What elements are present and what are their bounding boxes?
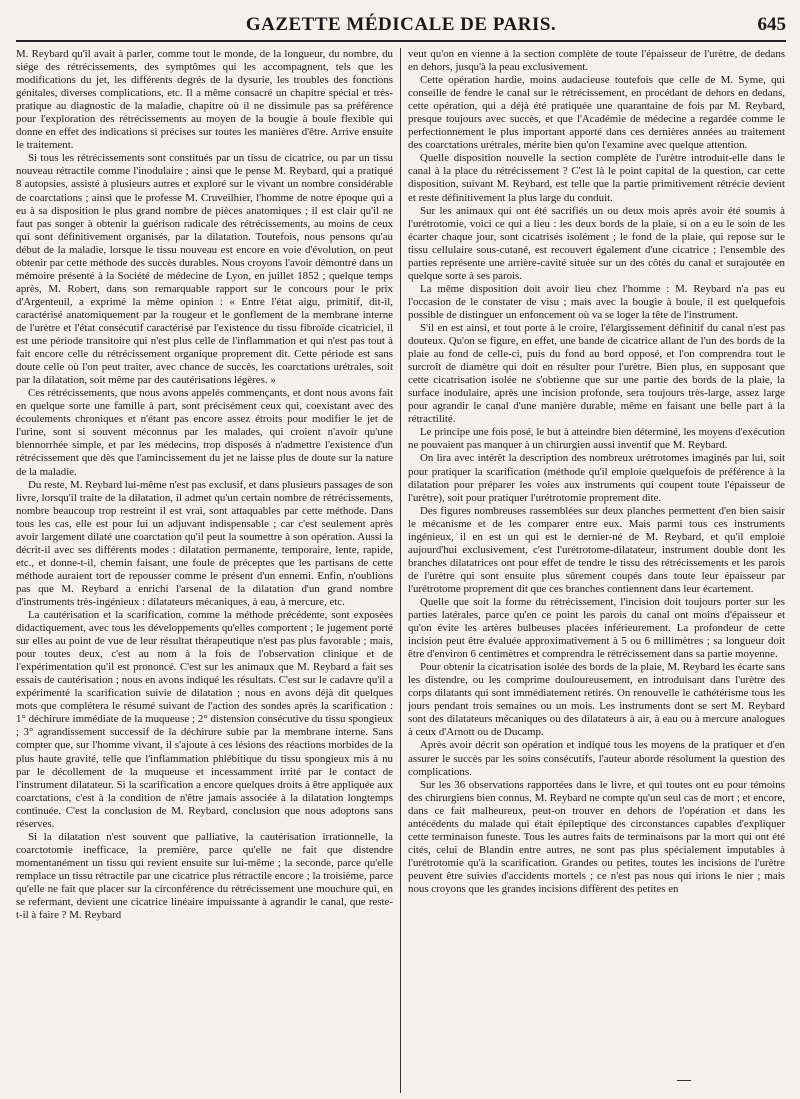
- paragraph: S'il en est ainsi, et tout porte à le croire, l'élargissement définitif du canal n'est pas douteux. Qu'on se figure, en effet, une bande de cicatrice allant de l'un des bords de la plaie au fond de celle-ci, puis du fond au bord opposé, et l'on comprendra tout le surcroît de diamètre qui doit en résulter pour l'urètre. Bien plus, en supposant que cette cicatrisation isolée ne s'obtienne que sur une partie des bords de la plaie, la surface inodulaire, après une incision profonde, sera toujours très-large, assez large pour agrandir le canal d'une manière durable, même en faisant une belle part à la rétractilité.: [408, 321, 785, 426]
- paragraph: Si la dilatation n'est souvent que palliative, la cautérisation irrationnelle, la coarctotomie inefficace, la première, parce qu'elle ne fait que distendre momentanément un tissu qui revient ensuite sur lui-même ; la seconde, parce qu'elle remplace un tissu rétractile par une cicatrice plus rétractile encore ; la troisième, parce qu'elle ne fait que placer sur la circonférence du rétrécissement une mouchure qui, en se refermant, devient une cicatrice linéaire impuissante à agrandir le canal, que reste-t-il à faire ? M. Reybard: [16, 830, 393, 922]
- paragraph: Cette opération hardie, moins audacieuse toutefois que celle de M. Syme, qui conseille de fendre le canal sur le rétrécissement, en procédant de dehors en dedans, cette opération, qui a déjà été pratiquée une quarantaine de fois par M. Reybard, presque toujours avec succès, et que l'Académie de médecine a regardée comme le perfectionnement le plus important apporté dans ces dernières années au traitement des coarctations urétrales, mérite bien qu'on l'examine avec quelque attention.: [408, 74, 785, 152]
- paragraph: Le principe une fois posé, le but à atteindre bien déterminé, les moyens d'exécution ne pouvaient pas manquer à un chirurgien aussi inventif que M. Reybard.: [408, 426, 785, 452]
- paragraph: Sur les animaux qui ont été sacrifiés un ou deux mois après avoir été soumis à l'urétrotomie, voici ce qui a lieu : les deux bords de la plaie, si on a eu le soin de les écarter chaque jour, sont cicatrisés isolément ; le fond de la plaie, qui repose sur le tissu cellulaire sous-cutané, est recouvert également d'une cicatrice ; l'ensemble des parties représente une arrière-cavité située sur un des côtés du canal et surajoutée en quelque sorte à ses parois.: [408, 204, 785, 282]
- left-column: [16, 48, 393, 1093]
- right-column: [408, 48, 785, 1093]
- column-divider: [400, 48, 401, 1093]
- journal-title: GAZETTE MÉDICALE DE PARIS.: [245, 14, 557, 35]
- masthead: [16, 10, 786, 42]
- paragraph: Des figures nombreuses rassemblées sur deux planches permettent d'en bien saisir le mécanisme et de les comparer entre eux. Mais parmi tous ces instruments ingénieux, il en est un qui est le dernier-né de M. Reybard, et qu'il emploie aujourd'hui exclusivement, c'est l'urétrotome-dilatateur, instrument double dont les branches dilatatrices ont pour effet de tendre le tissu des rétrécissements et les parois de l'urètre qui sont ensuite plus sûrement coupés dans toute leur épaisseur par l'urétrotome proprement dit que ces branches contiennent dans leur écartement.: [408, 504, 785, 595]
- text-columns: [16, 48, 786, 1093]
- paragraph: La cautérisation et la scarification, comme la méthode précédente, sont exposées didactiquement, avec tous les développements qu'elles comportent ; le jugement porté sur elles au point de vue de leur résultat thérapeutique n'est pas plus favorable ; mais, pour toutes deux, c'est au nom à la fois de l'observation clinique et de l'expérimentation qu'il est prononcé. C'est sur les animaux que M. Reybard a fait ses essais de cautérisation ; nous en avons indiqué les résultats. C'est sur le cadavre qu'il a expérimenté la scarification suivie de dilatation ; nous en avons déjà dit quelques mots que complétera le résumé suivant de l'action des sondes après la scarification : 1° déchirure immédiate de la muqueuse ; 2° distension consécutive du tissu spongieux ; 3° agrandissement successif de la déchirure subie par la membrane interne. Sans compter que, sur l'homme vivant, il s'ajoute à ces lésions des réactions morbides de la plus haute gravité, telle que l'inflammation phlébitique du tissu spongieux mis à nu par le décollement de la muqueuse et incessamment irrité par le contact de l'instrument dilatateur. Si la scarification a encore quelques droits à être appliquée aux coarctations, c'est à la condition de n'être jamais associée à la dilatation longtemps continuée. C'est la conclusion de M. Reybard, conclusion que nous adoptons sans réserves.: [16, 609, 393, 830]
- paragraph: Quelle que soit la forme du rétrécissement, l'incision doit toujours porter sur les parties latérales, parce qu'en ce point les parois du canal ont moins d'épaisseur et qu'on évite les artères bulbeuses placées inférieurement. La profondeur de cette incision peut être évaluée approximativement à 5 ou 6 millimètres ; sa longueur doit être d'environ 6 centimètres et comprendra le rétrécissement dans sa partie moyenne.: [408, 595, 785, 661]
- paragraph: Quelle disposition nouvelle la section complète de l'urètre introduit-elle dans le canal à la place du rétrécissement ? C'est là le point capital de la question, car cette disposition, suivant M. Reybard, est telle que la partie primitivement rétrécie devient et reste définitivement la plus large du conduit.: [408, 152, 785, 204]
- paragraph: Pour obtenir la cicatrisation isolée des bords de la plaie, M. Reybard les écarte sans les distendre, ou les comprime douloureusement, en introduisant dans l'urètre des corps dilatants qui sont immédiatement retirés. On renouvelle le cathétérisme tous les jours pendant trois semaines ou un mois. Les instruments dont se sert M. Reybard sont des dilatateurs mécaniques ou des dilatateurs à air, à eau ou à mercure analogues à ceux d'Arnott ou de Ducamp.: [408, 661, 785, 739]
- page-number: 645: [757, 14, 786, 35]
- paragraph: veut qu'on en vienne à la section complète de toute l'épaisseur de l'urètre, de dedans en dehors, jusqu'à la peau exclusivement.: [408, 48, 785, 74]
- paragraph: Après avoir décrit son opération et indiqué tous les moyens de la pratiquer et d'en assurer le succès par les soins consécutifs, l'auteur aborde résolument la question des complications.: [408, 739, 785, 778]
- paragraph: La même disposition doit avoir lieu chez l'homme : M. Reybard n'a pas eu l'occasion de le constater de visu ; mais avec la bougie à boule, il est quelquefois possible de distinguer un enfoncement où va se loger la tête de l'instrument.: [408, 282, 785, 321]
- paragraph: Sur les 36 observations rapportées dans le livre, et qui toutes ont eu pour témoins des chirurgiens bien connus, M. Reybard ne compte qu'un seul cas de mort ; et encore, dans ce fait malheureux, peut-on trouver en dehors de l'opération et dans les antécédents du malade qui était épileptique des circonstances capables d'expliquer cette terminaison funeste. Tous les autres faits de terminaisons par la mort qui ont été cités, celui de Blandin entre autres, ne sont pas plus spécialement imputables à l'urétrotomie qu'à la scarification. Grandes ou petites, toutes les incisions de l'urètre peuvent être suivies d'accidents mortels ; ce n'est pas nous qui irions le nier ; mais nous croyons que les grandes incisions diffèrent des petites en: [408, 778, 785, 895]
- footer-dash: [677, 1080, 691, 1081]
- paragraph: Ces rétrécissements, que nous avons appelés commençants, et dont nous avons fait en quelque sorte une famille à part, sont précisément ceux qui, coexistant avec des écoulements chroniques et n'étant pas encore assez étroits pour modifier le jet de l'urine, sont si souvent méconnus par les malades, qui croient n'avoir qu'une blennorrhée simple, et par les médecins, trop disposés à n'admettre l'existence d'un rétrécissement que dès que l'amincissement du jet ne laisse plus de doute sur la nature de la maladie.: [16, 387, 393, 478]
- paragraph: Si tous les rétrécissements sont constitués par un tissu de cicatrice, ou par un tissu nouveau rétractile comme l'inodulaire ; ainsi que le pense M. Reybard, qui a pratiqué 8 autopsies, assisté à plusieurs autres et exploré sur le vivant un nombre considérable de coarctations ; ainsi que le professe M. Cruveilhier, l'homme de notre époque qui a eu à sa disposition le plus grand nombre de pièces anatomiques ; il est clair qu'il ne faut pas songer à obtenir la guérison radicale des rétrécissements, au moins de ceux qui sont définitivement organisés, par la dilatation. Toutefois, nous pensons qu'au début de la maladie, lorsque le tissu nouveau est encore en voie d'évolution, on peut obtenir par cette méthode des succès durables. Nous croyons l'avoir démontré dans un mémoire présenté à la Société de médecine de Lyon, en juillet 1852 ; quelque temps après, M. Robert, dans son remarquable rapport sur le concours pour le prix d'Argenteuil, a exprimé la même opinion : « Entre l'état aigu, primitif, dit-il, caractérisé anatomiquement par la rougeur et le gonflement de la membrane interne de l'urètre et l'état consécutif caractérisé par l'existence du tissu fibroïde cicatriciel, il est une période transitoire qui n'est plus celle de l'inflammation et qui n'est pas tout à fait encore celle du rétrécissement organique proprement dit. Cette période est sans doute celle où l'on peut traiter, avec chance de succès, les coarctations urétrales, soit par la dilatation, soit même par des cautérisations légères. »: [16, 152, 393, 387]
- paragraph: On lira avec intérêt la description des nombreux urétrotomes imaginés par lui, soit pour pratiquer la scarification (méthode qu'il emploie quelquefois de préférence à la dilatation pour préparer les voies aux instruments qui coupent toute l'épaisseur de l'urètre), soit pour pratiquer l'urétrotomie proprement dite.: [408, 452, 785, 504]
- paragraph: M. Reybard qu'il avait à parler, comme tout le monde, de la longueur, du nombre, du siége des rétrécissements, des symptômes qui les accompagnent, tels que les modifications du jet, les différents degrés de la dysurie, les troubles des fonctions génitales, diverses complications, etc. Il a même consacré un chapitre spécial et très-pratique au diagnostic de la maladie, chapitre où il ne dissimule pas sa préférence pour l'exploration des rétrécissements au moyen de la bougie à boule flexible qui donne en effet des indications si précises sur toutes les manières d'être. Arrive ensuite le traitement.: [16, 48, 393, 152]
- paragraph: Du reste, M. Reybard lui-même n'est pas exclusif, et dans plusieurs passages de son livre, lorsqu'il traite de la dilatation, il admet qu'un certain nombre de rétrécissements, nombre beaucoup trop restreint il est vrai, sont attaquables par cette méthode. Dans tous les cas, elle est pour lui un adjuvant indispensable ; car c'est seulement après avoir largement dilaté une coarctation qu'il peut la soumettre à son opération. Aussi la décrit-il avec ses différents modes : dilatation permanente, temporaire, lente, rapide, etc., et donne-t-il, chemin faisant, une foule de préceptes que les partisans de cette méthode auraient tort de repousser comme le présent d'un ennemi. Enfin, n'oublions pas que M. Reybard a enrichi l'arsenal de la dilatation d'un grand nombre d'instruments très-ingénieux : dilatateurs mécaniques, à eau, à mercure, etc.: [16, 478, 393, 608]
